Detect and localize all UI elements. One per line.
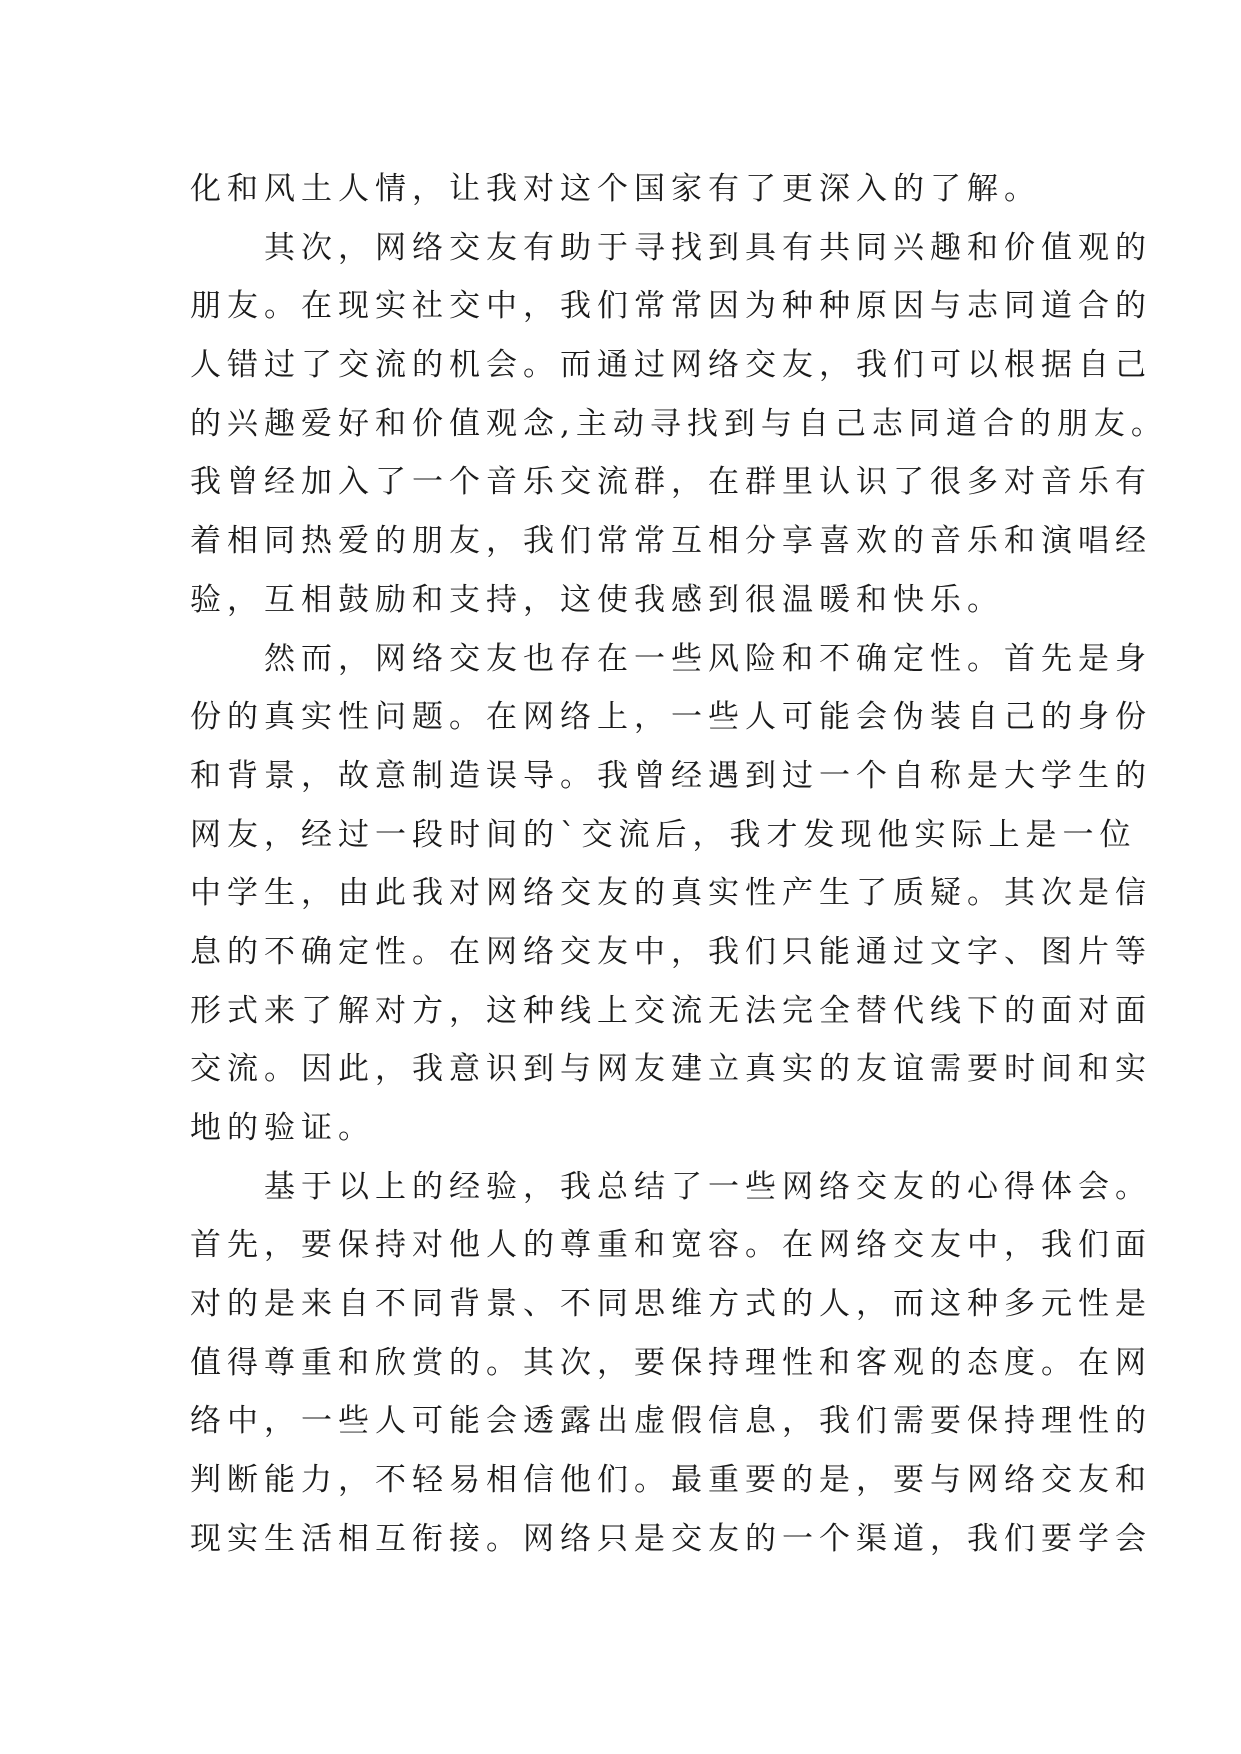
- text-line: 朋友。在现实社交中，我们常常因为种种原因与志同道合的: [190, 288, 1152, 325]
- text-line: 首先，要保持对他人的尊重和宽容。在网络交友中，我们面: [190, 1227, 1152, 1264]
- text-line: 对的是来自不同背景、不同思维方式的人，而这种多元性是: [190, 1286, 1152, 1323]
- text-line: 息的不确定性。在网络交友中，我们只能通过文字、图片等: [190, 933, 1152, 970]
- text-line: 份的真实性问题。在网络上，一些人可能会伪装自己的身份: [190, 699, 1152, 736]
- text-line: 其次，网络交友有助于寻找到具有共同兴趣和价值观的: [190, 229, 1152, 266]
- text-line: 地的验证。: [190, 1110, 375, 1146]
- text-line: 交流。因此，我意识到与网友建立真实的友谊需要时间和实: [190, 1051, 1152, 1088]
- text-line: 人错过了交流的机会。而通过网络交友，我们可以根据自己: [190, 347, 1152, 384]
- text-line: 我曾经加入了一个音乐交流群，在群里认识了很多对音乐有: [190, 464, 1152, 501]
- text-line: 验，互相鼓励和支持，这使我感到很温暖和快乐。: [190, 581, 1004, 618]
- text-line: 络中，一些人可能会透露出虚假信息，我们需要保持理性的: [190, 1403, 1152, 1440]
- text-line: 形式来了解对方，这种线上交流无法完全替代线下的面对面: [190, 992, 1152, 1029]
- text-line: 判断能力，不轻易相信他们。最重要的是，要与网络交友和: [190, 1462, 1152, 1499]
- text-line: 基于以上的经验，我总结了一些网络交友的心得体会。: [190, 1168, 1152, 1205]
- text-line: 着相同热爱的朋友，我们常常互相分享喜欢的音乐和演唱经: [190, 523, 1152, 560]
- text-line: 化和风土人情，让我对这个国家有了更深入的了解。: [190, 171, 1041, 207]
- text-line: 网友，经过一段时间的`交流后，我才发现他实际上是一位: [190, 816, 1137, 853]
- text-line: 值得尊重和欣赏的。其次，要保持理性和客观的态度。在网: [190, 1344, 1152, 1381]
- text-line: 现实生活相互衔接。网络只是交友的一个渠道，我们要学会: [190, 1520, 1152, 1557]
- text-line: 然而，网络交友也存在一些风险和不确定性。首先是身: [190, 640, 1152, 677]
- body-text: [190, 160, 1168, 1569]
- text-line: 中学生，由此我对网络交友的真实性产生了质疑。其次是信: [190, 875, 1152, 912]
- text-line: 的兴趣爱好和价值观念,主动寻找到与自己志同道合的朋友。: [190, 405, 1168, 442]
- text-line: 和背景，故意制造误导。我曾经遇到过一个自称是大学生的: [190, 757, 1152, 794]
